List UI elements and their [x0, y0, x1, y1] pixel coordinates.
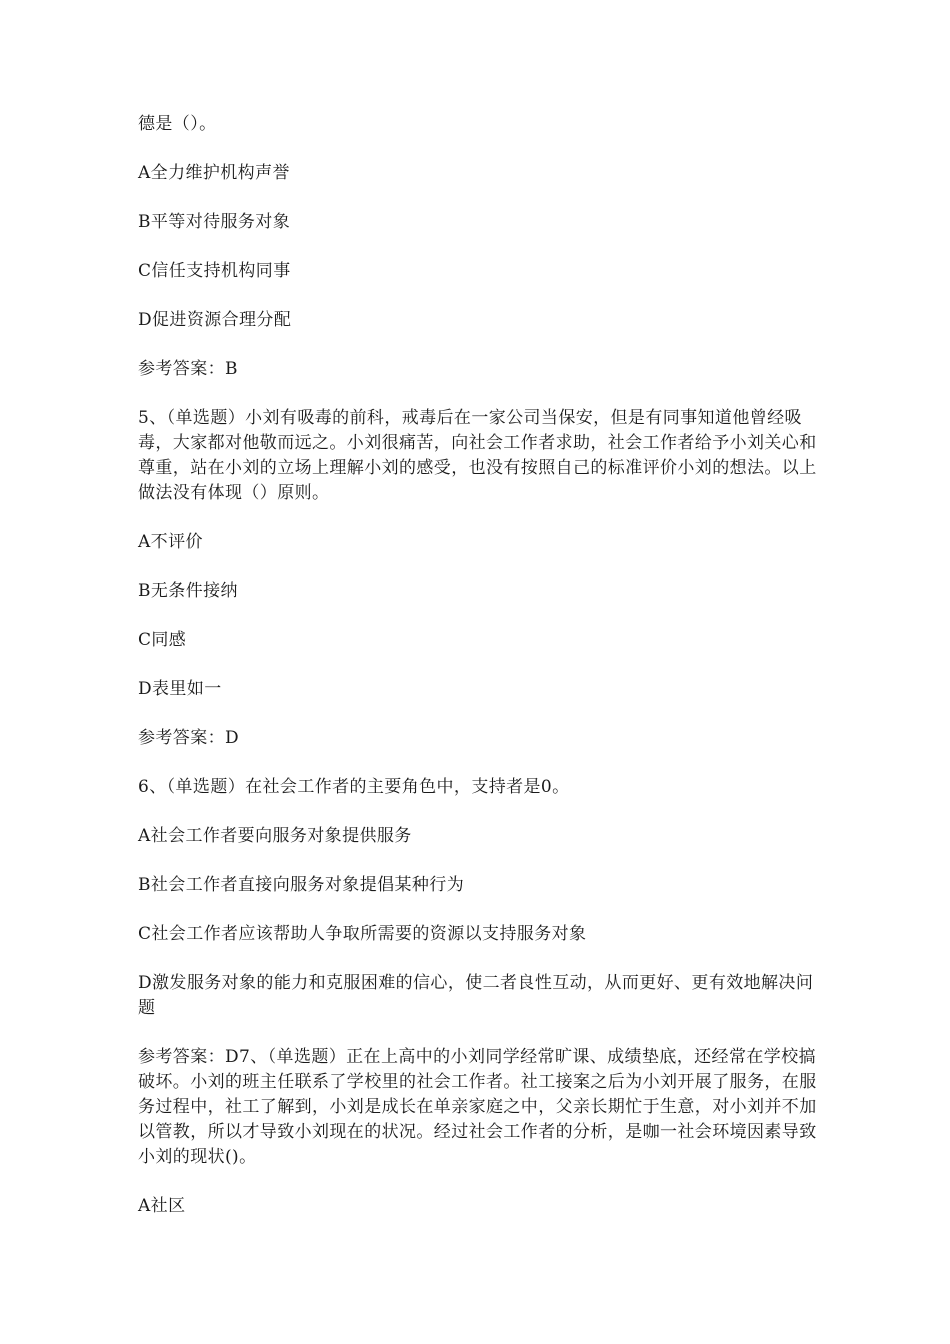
- question-4-option-b: B平等对待服务对象: [138, 212, 291, 232]
- question-4-stem-tail: 德是（）。: [138, 114, 217, 134]
- question-7-option-a: A社区: [138, 1196, 186, 1216]
- question-5-option-a: A不评价: [138, 532, 203, 552]
- question-4-answer: 参考答案：B: [138, 359, 238, 379]
- question-5-answer: 参考答案：D: [138, 728, 240, 748]
- question-6-option-c: C社会工作者应该帮助人争取所需要的资源以支持服务对象: [138, 924, 587, 944]
- question-6-option-b: B社会工作者直接向服务对象提倡某种行为: [138, 875, 465, 895]
- question-5-option-b: B无条件接纳: [138, 581, 238, 601]
- question-6-option-d: D激发服务对象的能力和克服困难的信心，使二者良性互动，从而更好、更有效地解决问题: [138, 973, 814, 1018]
- question-5-option-c: C同感: [138, 630, 187, 650]
- question-6-stem: 6、（单选题）在社会工作者的主要角色中，支持者是0。: [138, 777, 570, 797]
- question-5-option-d: D表里如一: [138, 679, 222, 699]
- document-body: [138, 112, 818, 1243]
- question-6-answer-and-question-7-stem: 参考答案：D7、（单选题）正在上高中的小刘同学经常旷课、成绩垫底，还经常在学校搞破坏。小刘的班主任联系了学校里的社会工作者。社工接案之后为小刘开展了服务，在服务过程中，社工了解到，小刘是成长在单亲家庭之中，父亲长期忙于生意，对小刘并不加以管教，所以才导致小刘现在的状况。经过社会工作者的分析，是咖一社会环境因素导致小刘的现状()。: [138, 1047, 817, 1167]
- question-4-option-a: A全力维护机构声誉: [138, 163, 290, 183]
- question-4-option-d: D促进资源合理分配: [138, 310, 292, 330]
- question-5-stem: 5、（单选题）小刘有吸毒的前科，戒毒后在一家公司当保安，但是有同事知道他曾经吸毒，大家都对他敬而远之。小刘很痛苦，向社会工作者求助，社会工作者给予小刘关心和尊重，站在小刘的立场上理解小刘的感受，也没有按照自己的标准评价小刘的想法。以上做法没有体现（）原则。: [138, 408, 817, 503]
- question-6-option-a: A社会工作者要向服务对象提供服务: [138, 826, 412, 846]
- question-4-option-c: C信任支持机构同事: [138, 261, 291, 281]
